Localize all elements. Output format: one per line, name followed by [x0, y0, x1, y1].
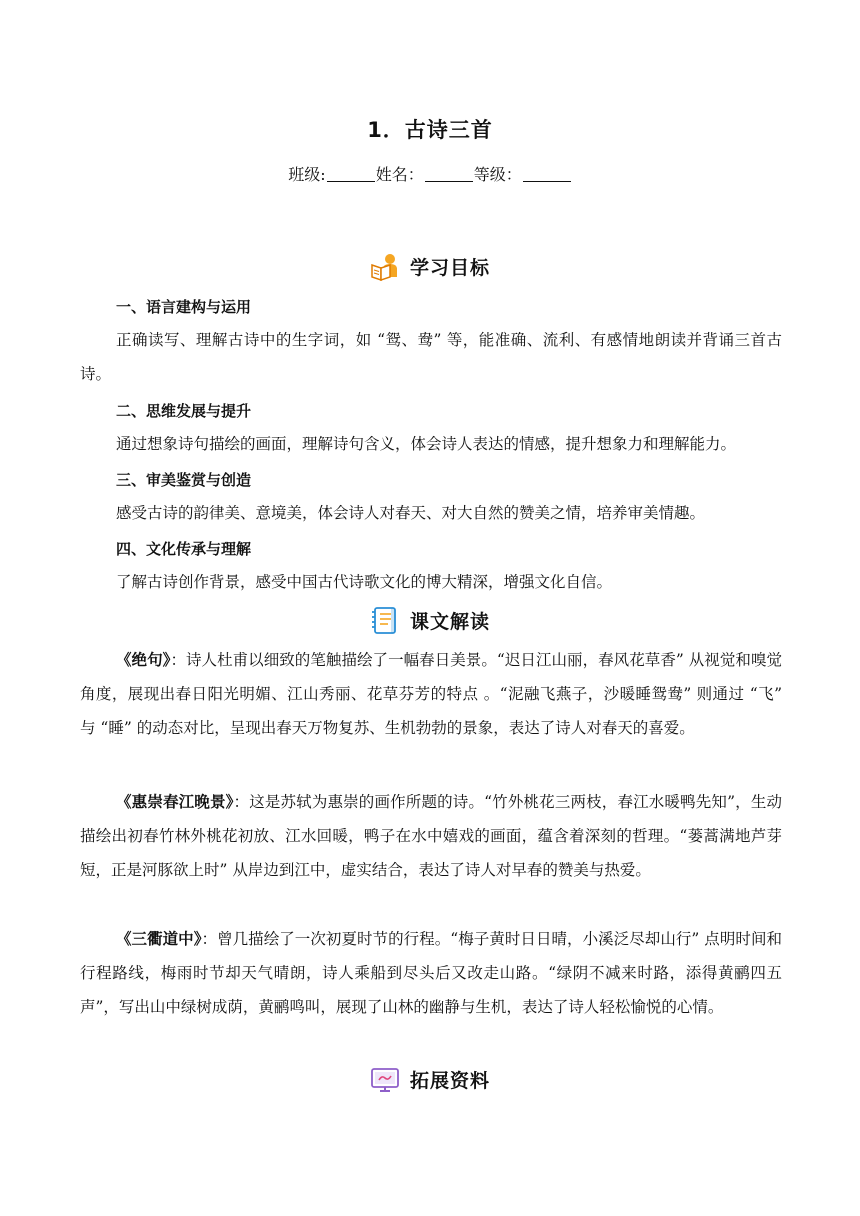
- poem-title-sanqu: 《三衢道中》: [116, 930, 202, 948]
- goal-text-4: 了解古诗创作背景，感受中国古代诗歌文化的博大精深，增强文化自信。: [116, 573, 613, 591]
- reading-paragraph-1: [80, 643, 782, 745]
- name-blank[interactable]: [425, 165, 473, 182]
- section-reading-title: 课文解读: [409, 610, 490, 633]
- section-extension-title: 拓展资料: [409, 1069, 490, 1092]
- reading-text-1: ：诗人杜甫以细致的笔触描绘了一幅春日美景。“迟日江山丽，春风花草香” 从视觉和嗅觉角度，展现出春日阳光明媚、江山秀丽、花草芬芳的特点 。“泥融飞燕子，沙暖睡鸳鸯” 则通过 “飞” 与 “睡” 的动态对比，呈现出春天万物复苏、生机勃勃的景象，表达了诗人对春天的喜爱。: [80, 651, 782, 737]
- goal-text-2: 通过想象诗句描绘的画面，理解诗句含义，体会诗人表达的情感，提升想象力和理解能力。: [116, 435, 737, 453]
- class-blank[interactable]: [327, 165, 375, 182]
- reading-person-icon: [370, 251, 400, 281]
- section-goals-heading: [0, 251, 860, 281]
- reading-paragraph-3: [80, 922, 782, 1024]
- student-info-line: [0, 162, 860, 185]
- section-goals-title: 学习目标: [409, 256, 490, 279]
- goal-subtitle-2: 二、思维发展与提升: [116, 402, 252, 420]
- goal-subtitle-3: 三、审美鉴赏与创造: [116, 471, 252, 489]
- goal-text-3: 感受古诗的韵律美、意境美，体会诗人对春天、对大自然的赞美之情，培养审美情趣。: [116, 504, 706, 522]
- section-reading-heading: [0, 605, 860, 635]
- goal-subtitle-4: 四、文化传承与理解: [116, 540, 252, 558]
- reading-paragraph-2: [80, 785, 782, 887]
- poem-title-huichong: 《惠崇春江晚景》: [116, 793, 234, 811]
- name-label: 姓名：: [375, 165, 424, 184]
- goal-text-1: 正确读写、理解古诗中的生字词，如 “鸳、鸯” 等，能准确、流利、有感情地朗读并背诵三首古诗。: [80, 331, 782, 383]
- notebook-icon: [370, 605, 400, 635]
- grade-blank[interactable]: [523, 165, 571, 182]
- grade-label: 等级：: [473, 165, 522, 184]
- reading-text-3: ：曾几描绘了一次初夏时节的行程。“梅子黄时日日晴，小溪泛尽却山行” 点明时间和行程路线，梅雨时节却天气晴朗，诗人乘船到尽头后又改走山路。“绿阴不减来时路，添得黄鹂四五声”，写出山中绿树成荫，黄鹂鸣叫，展现了山林的幽静与生机，表达了诗人轻松愉悦的心情。: [80, 930, 782, 1016]
- page-title: 1．古诗三首: [367, 118, 493, 142]
- poem-title-jueju: 《绝句》: [116, 651, 171, 669]
- goal-subtitle-1: 一、语言建构与运用: [116, 298, 252, 316]
- reading-text-2: ：这是苏轼为惠崇的画作所题的诗。“竹外桃花三两枝，春江水暖鸭先知”，生动描绘出初春竹林外桃花初放、江水回暖，鸭子在水中嬉戏的画面，蕴含着深刻的哲理。“蒌蒿满地芦芽短，正是河豚欲上时” 从岸边到江中，虚实结合，表达了诗人对早春的赞美与热爱。: [80, 793, 782, 879]
- monitor-icon: [370, 1064, 400, 1094]
- section-extension-heading: [0, 1064, 860, 1094]
- class-label: 班级:: [288, 165, 326, 184]
